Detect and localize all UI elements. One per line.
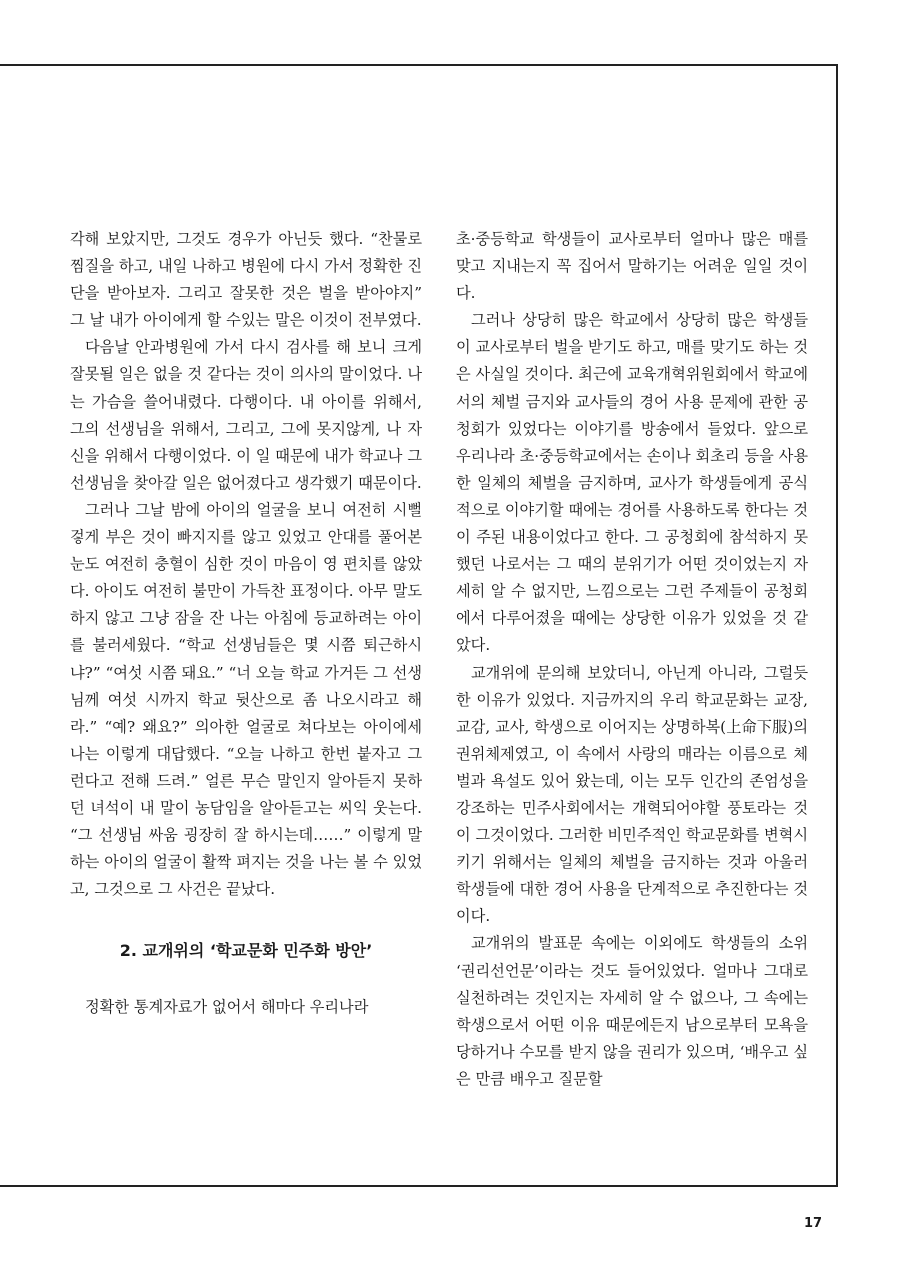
page-number: 17 [804, 1216, 823, 1231]
paragraph: 그러나 상당히 많은 학교에서 상당히 많은 학생들이 교사로부터 벌을 받기도 하고, 매를 맞기도 하는 것은 사실일 것이다. 최근에 교육개혁위원회에서 학교에서의 체벌 금지와 교사들의 경어 사용 문제에 관한 공청회가 있었다는 이야기를 방송에서 들었다. 앞으로 우리나라 초·중등학교에서는 손이나 회초리 등을 사용한 일체의 체벌을 금지하며, 교사가 학생들에게 공식적으로 이야기할 때에는 경어를 사용하도록 한다는 것이 주된 내용이었다고 한다. 그 공청회에 참석하지 못했던 나로서는 그 때의 분위기가 어떤 것이었는지 자세히 알 수 없지만, 느낌으로는 그런 주제들이 공청회에서 다루어졌을 때에는 상당한 이유가 있었을 것 같았다. [456, 311, 808, 655]
paragraph: 교개위의 발표문 속에는 이외에도 학생들의 소위 ‘권리선언문’이라는 것도 들어있었다. 얼마나 그대로 실천하려는 것인지는 자세히 알 수 없으나, 그 속에는 학생으로서 어떤 이유 때문에든지 남으로부터 모욕을 당하거나 수모를 받지 않을 권리가 있으며, ‘배우고 싶은 만큼 배우고 질문할 [456, 934, 808, 1088]
paragraph: 그러나 그날 밤에 아이의 얼굴을 보니 여전히 시뻘겋게 부은 것이 빠지지를 않고 있었고 안대를 풀어본 눈도 여전히 충혈이 심한 것이 마음이 영 편치를 않았다. 아이도 여전히 불만이 가득찬 표정이다. 아무 말도 하지 않고 그냥 잠을 잔 나는 아침에 등교하려는 아이를 불러세웠다. “학교 선생님들은 몇 시쯤 퇴근하시냐?” “여섯 시쯤 돼요.” “너 오늘 학교 가거든 그 선생님께 여섯 시까지 학교 뒷산으로 좀 나오시라고 해라.” “예? 왜요?” 의아한 얼굴로 쳐다보는 아이에세 나는 이렇게 대답했다. “오늘 나하고 한번 붙자고 그런다고 전해 드려.” 얼른 무슨 말인지 알아듣지 못하던 녀석이 내 말이 농담임을 알아듣고는 씨익 웃는다. “그 선생님 싸움 굉장히 잘 하시는데……” 이렇게 말하는 아이의 얼굴이 활짝 펴지는 것을 나는 볼 수 있었고, 그것으로 그 사건은 끝났다. [70, 500, 422, 899]
section-heading: 2. 교개위의 ‘학교문화 민주화 방안’ [119, 941, 373, 961]
paragraph: 정확한 통계자료가 없어서 해마다 우리나라 [85, 998, 369, 1017]
right-text-column [456, 226, 808, 1093]
left-text-column [70, 226, 422, 1022]
bottom-border-line [0, 1185, 838, 1187]
paragraph: 다음날 안과병원에 가서 다시 검사를 해 보니 크게 잘못될 일은 없을 것 같다는 것이 의사의 말이었다. 나는 가슴을 쓸어내렸다. 다행이다. 내 아이를 위해서, 그의 선생님을 위해서, 그리고, 그에 못지않게, 나 자신을 위해서 다행이었다. 이 일 때문에 내가 학교나 그 선생님을 찾아갈 일은 없어졌다고 생각했기 때문이다. [70, 338, 422, 492]
top-border-line [0, 64, 838, 66]
paragraph: 초·중등학교 학생들이 교사로부터 얼마나 많은 매를 맞고 지내는지 꼭 집어서 말하기는 어려운 일일 것이다. [456, 230, 808, 303]
paragraph: 각해 보았지만, 그것도 경우가 아닌듯 했다. “찬물로 찜질을 하고, 내일 나하고 병원에 다시 가서 정확한 진단을 받아보자. 그리고 잘못한 것은 벌을 받아야지” 그 날 내가 아이에게 할 수있는 말은 이것이 전부였다. [70, 230, 422, 330]
paragraph: 교개위에 문의해 보았더니, 아닌게 아니라, 그럴듯한 이유가 있었다. 지금까지의 우리 학교문화는 교장, 교감, 교사, 학생으로 이어지는 상명하복(上命下服)의 권위체제였고, 이 속에서 사랑의 매라는 이름으로 체벌과 욕설도 있어 왔는데, 이는 모두 인간의 존엄성을 강조하는 민주사회에서는 개혁되어야할 풍토라는 것이 그것이었다. 그러한 비민주적인 학교문화를 변혁시키기 위해서는 일체의 체벌을 금지하는 것과 아울러 학생들에 대한 경어 사용을 단계적으로 추진한다는 것이다. [456, 663, 808, 926]
right-border-line [836, 64, 838, 1186]
